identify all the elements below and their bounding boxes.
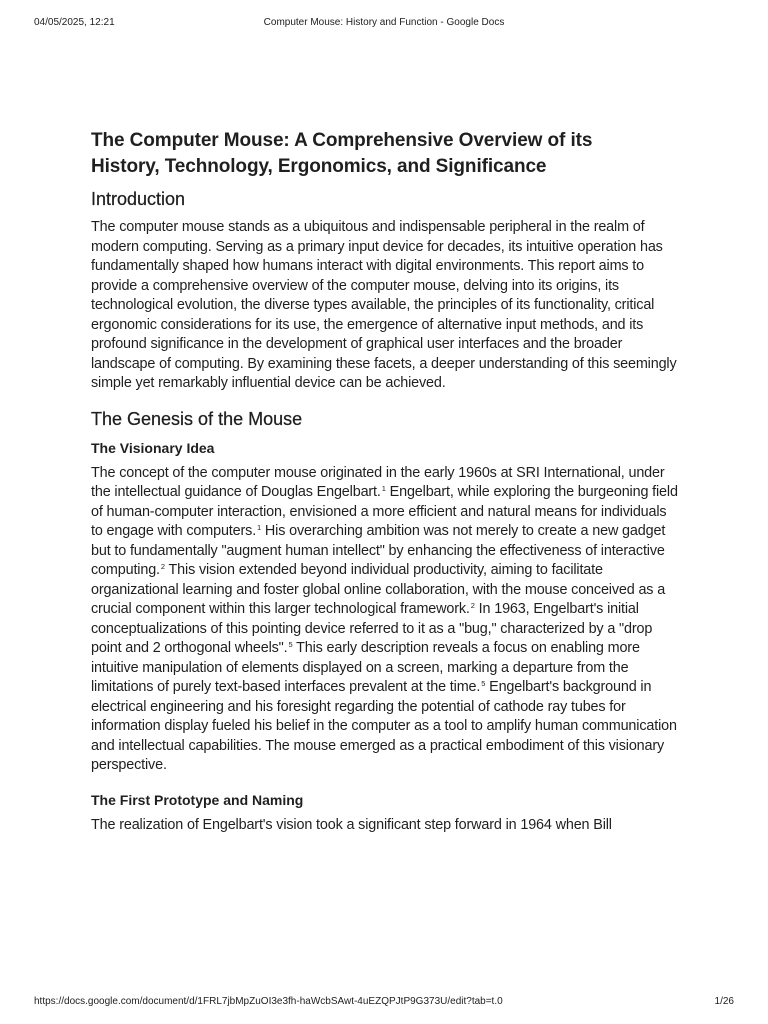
document-body (91, 128, 681, 835)
text-segment: This vision extended beyond individual productivity, aiming to facilitate organizational learning and foster global online collaboration, with the mouse conceived as a crucial component within this larger technological framework. (91, 562, 666, 617)
first-prototype-paragraph: The realization of Engelbart's vision took a significant step forward in 1964 when Bill (91, 816, 612, 833)
text-segment: This early description reveals a focus on enabling more intuitive manipulation of elements displayed on a screen, marking a departure from the limitations of purely text-based interfaces prevalent at the time. (91, 640, 640, 695)
print-header (34, 17, 734, 31)
print-page-title: Computer Mouse: History and Function - Google Docs (263, 17, 505, 28)
citation-marker: 2 (470, 601, 475, 610)
text-segment: Engelbart, while exploring the burgeoning field of human-computer interaction, envisioned a more efficient and natural means for individuals to engage with computers. (91, 484, 678, 539)
citation-marker: 5 (481, 679, 486, 688)
text-segment: Engelbart's background in electrical engineering and his foresight regarding the potential of cathode ray tubes for information display fueled his belief in the computer as a tool to amplify human communication and intellectual capabilities. The mouse emerged as a practical embodiment of this visionary perspective. (91, 679, 677, 773)
document-title-line-1: The Computer Mouse: A Comprehensive Overview of its (91, 130, 593, 151)
citation-marker: 2 (160, 562, 165, 571)
genesis-heading: The Genesis of the Mouse (91, 408, 303, 429)
introduction-heading: Introduction (91, 189, 186, 209)
text-segment: In 1963, Engelbart's initial conceptualizations of this pointing device referred to it as a "bug," characterized by a "drop point and 2 orthogonal wheels". (91, 601, 653, 656)
citation-marker: 1 (381, 484, 386, 493)
first-prototype-heading: The First Prototype and Naming (91, 791, 304, 808)
print-page-number: 1/26 (714, 996, 734, 1007)
visionary-idea-heading: The Visionary Idea (91, 439, 215, 456)
print-url: https://docs.google.com/document/d/1FRL7jbMpZuOI3e3fh-haWcbSAwt-4uEZQPJtP9G373U/edit?tab=t.0 (34, 996, 503, 1007)
text-segment: His overarching ambition was not merely to create a new gadget but to fundamentally "augment human intellect" by enhancing the effectiveness of interactive computing. (91, 523, 666, 578)
text-segment: The concept of the computer mouse originated in the early 1960s at SRI International, under the intellectual guidance of Douglas Engelbart. (91, 464, 665, 500)
citation-marker: 5 (288, 640, 293, 649)
citation-marker: 1 (257, 523, 262, 532)
visionary-idea-paragraph (91, 464, 681, 776)
introduction-paragraph: The computer mouse stands as a ubiquitous and indispensable peripheral in the realm of modern computing. Serving as a primary input device for decades, its intuitive operation has fundamentally shaped how humans interact with digital environments. This report aims to provide a comprehensive overview of the computer mouse, delving into its origins, its technological evolution, the diverse types available, the principles of its functionality, critical ergonomic considerations for its use, the emergence of alternative input methods, and its profound significance in the development of graphical user interfaces and the broader landscape of computing. By examining these facets, a deeper understanding of this seemingly simple yet remarkably influential device can be achieved. (91, 219, 677, 391)
document-title (91, 128, 681, 180)
print-footer (34, 996, 734, 1010)
print-timestamp: 04/05/2025, 12:21 (34, 17, 115, 28)
document-title-line-2: History, Technology, Ergonomics, and Significance (91, 156, 547, 177)
